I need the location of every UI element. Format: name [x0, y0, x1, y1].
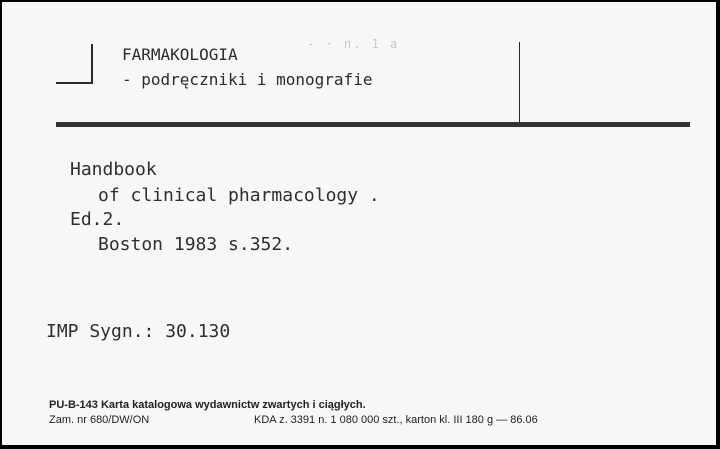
faded-ghost-text: - · n. 1 a — [307, 37, 400, 51]
bracket-vertical-line — [91, 44, 93, 84]
footer-print-info: KDA z. 3391 n. 1 080 000 szt., karton kl. III 180 g — 86.06 — [254, 414, 538, 426]
subject-heading: FARMAKOLOGIA — [122, 45, 238, 64]
footer-order-number: Zam. nr 680/DW/ON — [49, 414, 150, 426]
header-vertical-divider — [519, 42, 520, 122]
call-number: IMP Sygn.: 30.130 — [46, 321, 231, 342]
subject-subheading: - podręczniki i monografie — [122, 70, 373, 89]
imprint: Boston 1983 s.352. — [98, 234, 294, 255]
edition: Ed.2. — [70, 209, 125, 230]
title-line-1: Handbook — [70, 159, 157, 180]
catalog-card — [2, 2, 716, 445]
footer-form-line: PU-B-143 Karta katalogowa wydawnictw zwartych i ciągłych. — [49, 399, 366, 411]
title-line-2: of clinical pharmacology . — [98, 185, 380, 206]
header-rule — [56, 122, 690, 127]
bracket-horizontal-line — [56, 82, 93, 84]
